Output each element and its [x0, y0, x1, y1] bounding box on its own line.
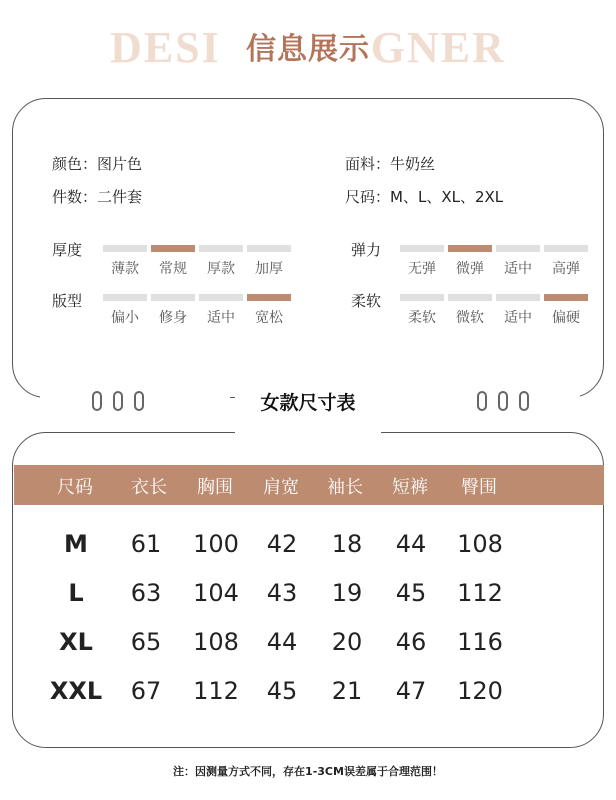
cell-size: L — [68, 579, 84, 607]
cell-length: 63 — [130, 579, 162, 607]
cell-shoulder: 42 — [266, 530, 298, 558]
thickness-option: 薄款 — [111, 261, 139, 277]
cell-bust: 112 — [193, 677, 239, 705]
cell-shorts: 46 — [395, 628, 427, 656]
softness-option: 微软 — [456, 310, 484, 326]
elasticity-option: 高弹 — [552, 261, 580, 277]
elasticity-option: 微弹 — [456, 261, 484, 277]
thickness-bar — [103, 245, 147, 252]
header-bust: 胸围 — [197, 477, 233, 498]
designer-watermark: DESI GNER — [110, 23, 506, 72]
cell-size: XXL — [49, 677, 103, 705]
cell-hip: 116 — [457, 628, 503, 656]
elasticity-label: 弹力 — [351, 241, 382, 259]
fit-label: 版型 — [52, 292, 83, 310]
cell-sleeve: 21 — [331, 677, 363, 705]
softness-bar — [544, 294, 588, 301]
cell-size: XL — [59, 628, 93, 656]
color-info: 颜色：图片色 — [52, 155, 143, 173]
cell-length: 65 — [130, 628, 162, 656]
size-info: 尺码：M、L、XL、2XL — [345, 188, 504, 206]
measurement-note: 注：因测量方式不同，存在1-3CM误差属于合理范围！ — [173, 765, 443, 778]
elasticity-option: 无弹 — [408, 261, 436, 277]
softness-bar — [448, 294, 492, 301]
thickness-bar — [247, 245, 291, 252]
header-shoulder: 肩宽 — [263, 477, 299, 498]
softness-option: 柔软 — [408, 310, 436, 326]
cell-sleeve: 19 — [331, 579, 363, 607]
fit-option: 偏小 — [111, 310, 139, 326]
cell-length: 67 — [130, 677, 162, 705]
cell-hip: 108 — [457, 530, 503, 558]
elasticity-bar — [496, 245, 540, 252]
thickness-bar — [151, 245, 195, 252]
header-shorts: 短裤 — [392, 477, 428, 498]
fit-bar — [247, 294, 291, 301]
fit-bar — [151, 294, 195, 301]
softness-option: 适中 — [504, 310, 532, 326]
cell-shoulder: 43 — [266, 579, 298, 607]
softness-option: 偏硬 — [552, 310, 580, 326]
header-sleeve: 袖长 — [327, 477, 363, 498]
header-hip: 臀围 — [461, 477, 497, 498]
cell-shorts: 44 — [395, 530, 427, 558]
cell-shorts: 47 — [395, 677, 427, 705]
thickness-option: 厚款 — [207, 261, 235, 277]
cell-hip: 120 — [457, 677, 503, 705]
thickness-option: 常规 — [159, 261, 187, 277]
softness-bar — [496, 294, 540, 301]
page-title: 信息展示 — [246, 32, 370, 67]
cell-shorts: 45 — [395, 579, 427, 607]
thickness-bar — [199, 245, 243, 252]
cell-hip: 112 — [457, 579, 503, 607]
cell-bust: 104 — [193, 579, 239, 607]
fit-bar — [199, 294, 243, 301]
header-length: 衣长 — [131, 477, 167, 498]
cell-shoulder: 44 — [266, 628, 298, 656]
softness-bar — [400, 294, 444, 301]
fit-option: 宽松 — [255, 310, 283, 326]
fabric-info: 面料：牛奶丝 — [345, 155, 436, 173]
cell-bust: 108 — [193, 628, 239, 656]
elasticity-option: 适中 — [504, 261, 532, 277]
pieces-info: 件数：二件套 — [52, 188, 143, 206]
softness-label: 柔软 — [351, 292, 382, 310]
thickness-label: 厚度 — [52, 241, 83, 259]
fit-option: 修身 — [159, 310, 187, 326]
cell-sleeve: 18 — [331, 530, 363, 558]
elasticity-bar — [400, 245, 444, 252]
cell-bust: 100 — [193, 530, 239, 558]
fit-bar — [103, 294, 147, 301]
size-table-title: 女款尺寸表 — [260, 392, 356, 414]
elasticity-bar — [448, 245, 492, 252]
cell-size: M — [64, 530, 88, 558]
fit-option: 适中 — [207, 310, 235, 326]
elasticity-bar — [544, 245, 588, 252]
header-size: 尺码 — [57, 477, 93, 498]
cell-shoulder: 45 — [266, 677, 298, 705]
thickness-option: 加厚 — [255, 261, 283, 277]
cell-length: 61 — [130, 530, 162, 558]
cell-sleeve: 20 — [331, 628, 363, 656]
